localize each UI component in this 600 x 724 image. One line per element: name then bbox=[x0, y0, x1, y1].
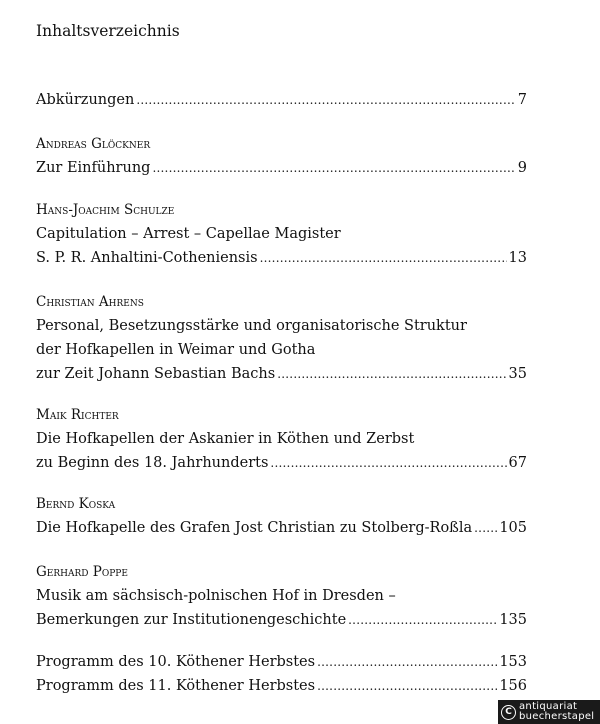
toc-line bbox=[36, 608, 527, 632]
page-number: 35 bbox=[508, 366, 527, 382]
toc-line: Musik am sächsisch-polnischen Hof in Dresden – bbox=[36, 588, 396, 604]
toc-line bbox=[36, 451, 527, 475]
toc-title: zur Zeit Johann Sebastian Bachs bbox=[36, 366, 276, 382]
toc-entry bbox=[36, 292, 527, 386]
toc-line: der Hofkapellen in Weimar und Gotha bbox=[36, 342, 316, 358]
page-number: 13 bbox=[508, 250, 527, 266]
author-name: Hans-Joachim Schulze bbox=[36, 202, 175, 218]
toc-line: Capitulation – Arrest – Capellae Magister bbox=[36, 226, 341, 242]
toc-entry bbox=[36, 405, 527, 475]
author-name: Andreas Glöckner bbox=[36, 136, 151, 152]
page-number: 156 bbox=[499, 678, 527, 694]
watermark-line-1: antiquariat bbox=[519, 701, 578, 712]
toc-entry bbox=[36, 494, 527, 540]
dot-leader bbox=[270, 451, 506, 475]
toc-line bbox=[36, 650, 527, 674]
toc-entry bbox=[36, 200, 527, 270]
toc-title: Die Hofkapelle des Grafen Jost Christian zu Stolberg-Roßla bbox=[36, 520, 473, 536]
toc-title: Bemerkungen zur Institutionengeschichte bbox=[36, 612, 347, 628]
toc-heading: Inhaltsverzeichnis bbox=[36, 22, 180, 40]
toc-line: Die Hofkapellen der Askanier in Köthen und Zerbst bbox=[36, 431, 415, 447]
watermark-line-2: buecherstapel bbox=[519, 711, 595, 722]
copyright-icon: C bbox=[501, 705, 516, 720]
author-name: Maik Richter bbox=[36, 407, 119, 423]
toc-line bbox=[36, 516, 527, 540]
page-number: 153 bbox=[499, 654, 527, 670]
dot-leader bbox=[348, 608, 497, 632]
toc-entry bbox=[36, 134, 527, 180]
toc-title: Programm des 10. Köthener Herbstes bbox=[36, 654, 316, 670]
dot-leader bbox=[474, 516, 497, 540]
toc-title: Abkürzungen bbox=[36, 92, 135, 108]
toc-entry bbox=[36, 650, 527, 674]
author-name: Christian Ahrens bbox=[36, 294, 144, 310]
toc-title: S. P. R. Anhaltini-Cotheniensis bbox=[36, 250, 258, 266]
author-name: Bernd Koska bbox=[36, 496, 116, 512]
page-number: 7 bbox=[517, 92, 527, 108]
dot-leader bbox=[317, 674, 497, 698]
toc-line bbox=[36, 674, 527, 698]
author-name: Gerhard Poppe bbox=[36, 564, 128, 580]
dot-leader bbox=[152, 156, 515, 180]
dot-leader bbox=[136, 88, 515, 112]
toc-line bbox=[36, 156, 527, 180]
toc-line bbox=[36, 362, 527, 386]
page-number: 105 bbox=[499, 520, 527, 536]
toc-title: zu Beginn des 18. Jahrhunderts bbox=[36, 455, 269, 471]
watermark bbox=[498, 700, 600, 724]
page-number: 135 bbox=[499, 612, 527, 628]
toc-entry bbox=[36, 562, 527, 632]
toc-entry bbox=[36, 674, 527, 698]
toc-title: Programm des 11. Köthener Herbstes bbox=[36, 678, 316, 694]
dot-leader bbox=[317, 650, 497, 674]
toc-line bbox=[36, 88, 527, 112]
toc-title: Zur Einführung bbox=[36, 160, 151, 176]
watermark-text bbox=[519, 702, 594, 722]
toc-line: Personal, Besetzungsstärke und organisatorische Struktur bbox=[36, 318, 467, 334]
page-number: 9 bbox=[517, 160, 527, 176]
toc-entry bbox=[36, 88, 527, 112]
dot-leader bbox=[277, 362, 506, 386]
page-number: 67 bbox=[508, 455, 527, 471]
dot-leader bbox=[260, 246, 507, 270]
toc-line bbox=[36, 246, 527, 270]
